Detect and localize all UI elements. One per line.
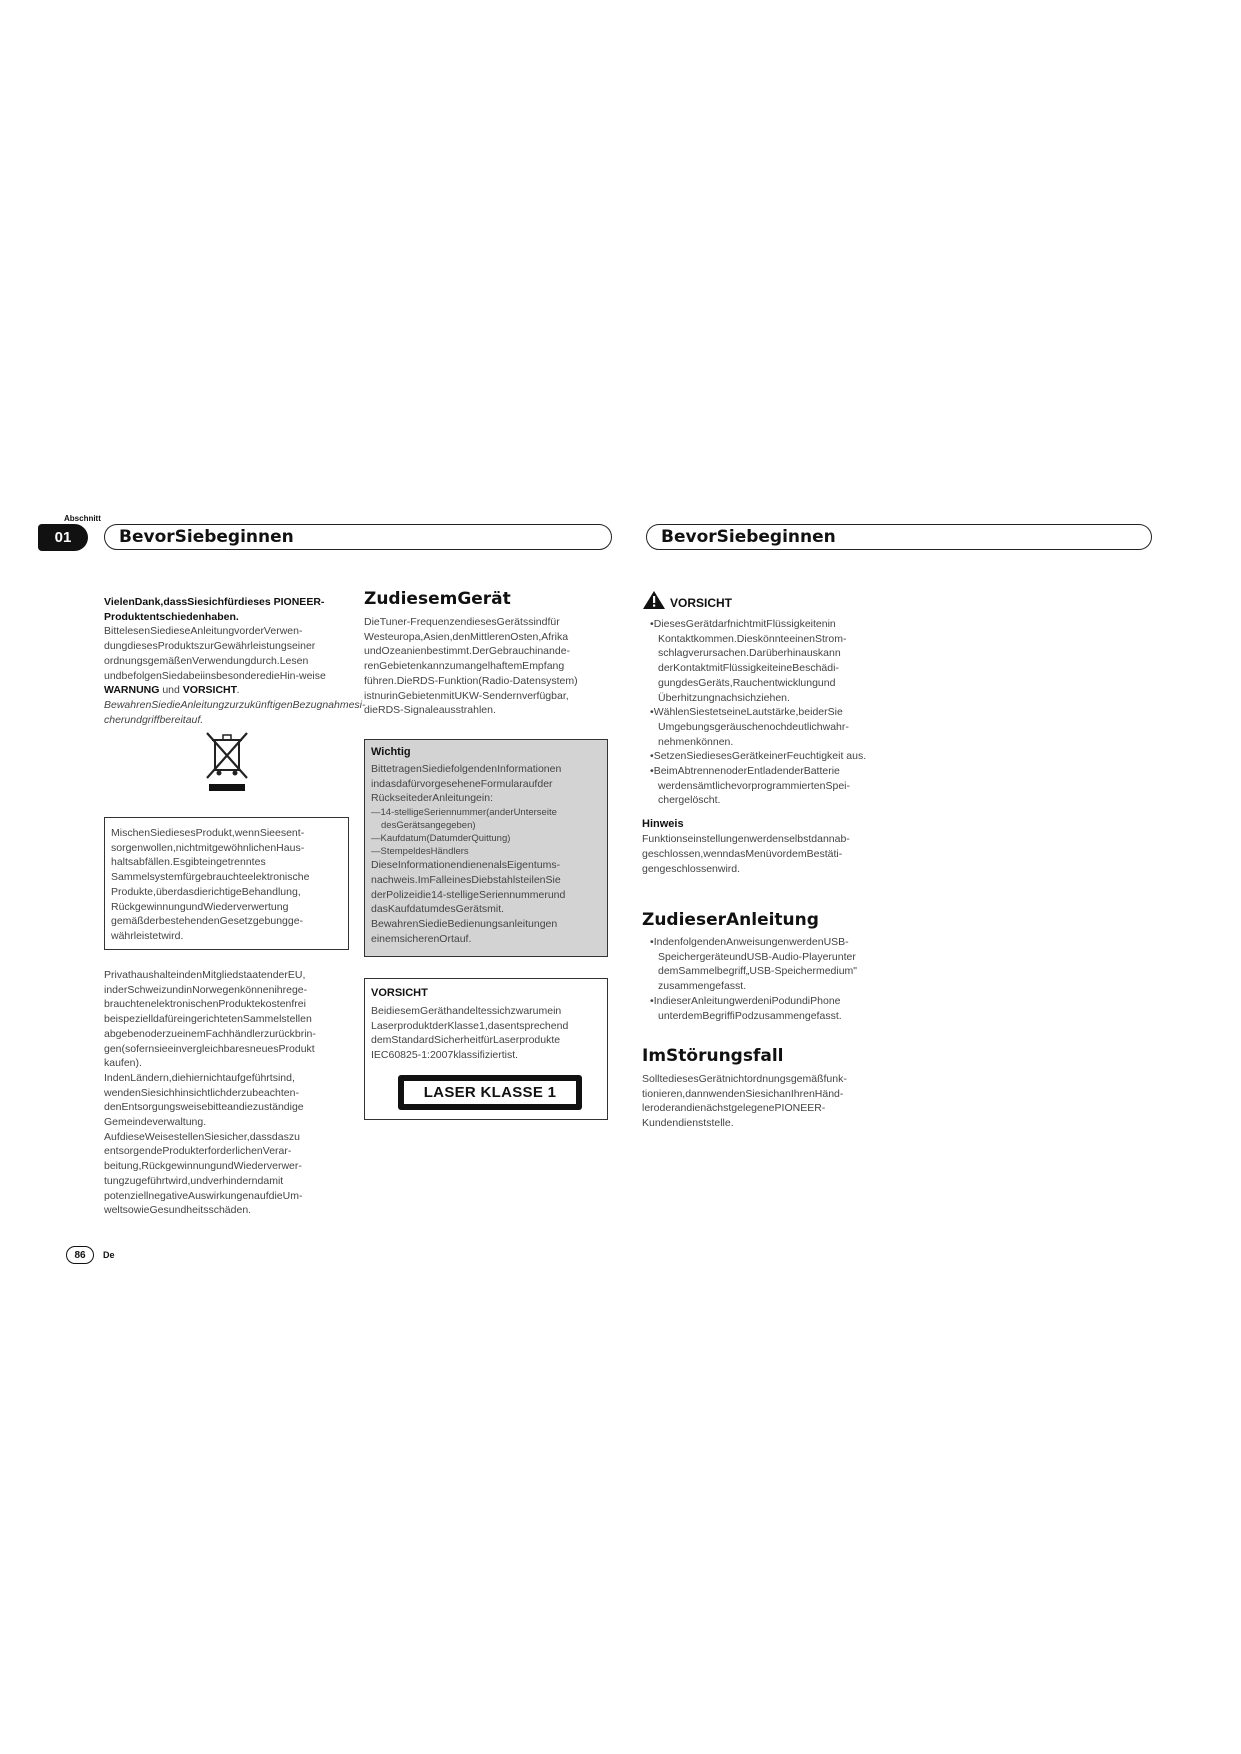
wichtig-item-1: —14-stelligeSeriennummer(anderUnterseite desGerätsangegeben) — [371, 807, 557, 832]
manual-section-title: ZudieserAnleitung — [642, 910, 819, 930]
caution-bullet-4-text: BeimAbtrennenoderEntladenderBatterie werdensämtlichevorprogrammiertenSpei-chergelöscht. — [653, 765, 850, 807]
wichtig-text: DieseInformationendienenalsEigentums-nachweis.ImFalleinesDiebstahlsteilenSie derPolizeidie14-stelligeSeriennummerund dasKaufdatumdesGerätsmit. BewahrenSiedieBedienungsanleitungen einemsicherenOrtauf. — [371, 859, 566, 945]
caution-bullet-2: •WählenSiestetseineLautstärke,beiderSie Umgebungsgeräuschenochdeutlichwahr-nehmenkönnen. — [650, 706, 849, 748]
vorsicht-laser-text: BeidiesemGeräthandeltessichzwarumein LaserproduktderKlasse1,dasentsprechend demStandardSicherheitfürLaserprodukte IEC60825-1:2007klassifiziertist. — [371, 1005, 569, 1062]
wichtig-intro: BittetragenSiediefolgendenInformationen indasdafürvorgeseheneFormularaufder RückseitederAnleitungein: — [371, 763, 562, 805]
vorsicht-label: VORSICHT — [182, 684, 238, 697]
device-section — [364, 589, 604, 718]
intro-text — [104, 624, 366, 727]
disposal-paragraph-2: IndenLändern,diehiernichtaufgeführtsind, wendenSiesichhinsichtlichderzubeachten-denEntsorgungsweisebitteandiezuständige Gemeindeverwaltung. — [104, 1071, 304, 1129]
hinweis-title: Hinweis — [642, 818, 684, 831]
vorsicht-laser-title: VORSICHT — [371, 987, 428, 999]
device-section-title: ZudiesemGerät — [364, 589, 511, 609]
wichtig-item-3: —StempeldesHändlers — [371, 846, 469, 858]
caution-bullet-1-text: DiesesGerätdarfnichtmitFlüssigkeitenin Kontaktkommen.DieskönnteeinenStrom-schlagverursachen.Darüberhinauskann derKontaktmitFlüssigkeiteineBeschädi-gungdesGeräts,Rauchentwicklungund Überhitzungnachsichziehen. — [653, 618, 847, 704]
troubleshooting-title: ImStörungsfall — [642, 1046, 784, 1066]
intro-block — [104, 595, 366, 727]
disposal-info — [104, 968, 344, 1218]
hinweis-text: Funktionseinstellungenwerdenselbstdannab-geschlossen,wenndasMenüvordemBestäti-gengeschlossenwird. — [642, 833, 850, 875]
device-section-text: DieTuner-FrequenzendiesesGerätssindfür Westeuropa,Asien,denMittlerenOsten,Afrika undOzeanienbestimmt.DerGebrauchinande-renGebietenkannzumangelhaftemEmpfang führen.DieRDS-Funktion(Radio-Datensystem) istnurinGebietenmitUKW-Sendernverfügbar, dieRDS-Signaleausstrahlen. — [364, 616, 578, 717]
disposal-note-box — [104, 817, 349, 950]
disposal-paragraph-3: AufdieseWeisestellenSiesicher,dassdaszu entsorgendeProdukterforderlichenVerar-beitung,RückgewinnungundWiederverwer-tungzugeführtwird,undverhinderndamit potenziellnegativeAuswirkungenaufdieUm-weltsowieGesundheitsschäden. — [104, 1130, 303, 1217]
intro-text-part: BittelesenSiedieseAnleitungvorderVerwen-dungdiesesProduktszurGewährleistungseiner ordnungsgemäßenVerwendungdurch.Lesen undbefolgenSiedabeiinsbesonderedieHin-weise — [104, 625, 326, 682]
caution-title: VORSICHT — [670, 595, 733, 610]
section-label: Abschnitt — [64, 514, 101, 523]
caution-section — [642, 590, 882, 876]
caution-bullet-2-text: WählenSiestetseineLautstärke,beiderSie Umgebungsgeräuschenochdeutlichwahr-nehmenkönnen. — [653, 706, 849, 748]
crossed-out-bin-icon — [203, 730, 251, 792]
language-code: De — [103, 1250, 115, 1260]
caution-bullet-3: •SetzenSiediesesGerätkeinerFeuchtigkeit aus. — [650, 750, 867, 763]
intro-heading: VielenDank,dassSiesichfürdieses PIONEER-Produktentschiedenhaben. — [104, 596, 325, 623]
manual-section — [642, 910, 882, 1023]
warnung-label: WARNUNG — [104, 684, 160, 697]
wichtig-item-2: —Kaufdatum(DatumderQuittung) — [371, 833, 511, 845]
page-title-right: BevorSiebeginnen — [646, 524, 1152, 550]
warning-triangle-icon — [642, 590, 666, 615]
page-title-left: BevorSiebeginnen — [104, 524, 612, 550]
wichtig-box — [364, 739, 608, 957]
wichtig-title: Wichtig — [371, 746, 411, 758]
intro-and: und — [159, 684, 183, 697]
laser-class-label — [398, 1075, 582, 1110]
caution-heading — [642, 590, 882, 615]
laser-class-text: LASER KLASSE 1 — [404, 1081, 576, 1104]
troubleshooting-text: SolltediesesGerätnichtordnungsgemäßfunk-tionieren,dannwendenSiesichanIhrenHänd-leroderandienächstgelegenePIONEER-Kundendienststelle. — [642, 1073, 847, 1130]
caution-bullet-4: •BeimAbtrennenoderEntladenderBatterie werdensämtlichevorprogrammiertenSpei-chergelöscht. — [650, 765, 850, 807]
disposal-paragraph-1: PrivathaushalteindenMitgliedstaatenderEU, inderSchweizundinNorwegenkönnenihrege-brauchtenelektronischenProduktekostenfrei beispezielldafüreingerichtetenSammelstellen abgebenoderzueinemFachhändlerzurückbrin-gen(sofernsieeinvergleichbaresneuesProdukt kaufen). — [104, 969, 316, 1070]
disposal-note-text: MischenSiediesesProdukt,wennSieesent-sorgenwollen,nichtmitgewöhnlichenHaus-haltsabfällen.Esgibteingetrenntes Sammelsystemfürgebrauchteelektronische Produkte,überdasdierichtigeBehandlung, RückgewinnungundWiederverwertung gemäßderbestehendenGesetzgebungge-währleistetwird. — [111, 827, 310, 942]
page-number: 86 — [66, 1246, 94, 1264]
manual-bullet-1: •IndenfolgendenAnweisungenwerdenUSB-SpeichergeräteundUSB-Audio-Playerunter demSammelbegriff„USB-Speichermedium" zusammengefasst. — [650, 936, 858, 993]
intro-italic: . BewahrenSiedieAnleitungzurzukünftigenBezugnahmesi-cherundgriffbereitauf. — [104, 684, 366, 726]
manual-bullet-2-text: IndieserAnleitungwerdeniPodundiPhone unterdemBegriffiPodzusammengefasst. — [653, 994, 842, 1022]
troubleshooting-section — [642, 1046, 882, 1131]
caution-bullet-1: •DiesesGerätdarfnichtmitFlüssigkeitenin Kontaktkommen.DieskönnteeinenStrom-schlagverursachen.Darüberhinauskann derKontaktmitFlüssigkeiteineBeschädi-gungdesGeräts,Rauchentwicklungund Überhitzungnachsichziehen. — [650, 618, 847, 704]
caution-bullet-3-text: SetzenSiediesesGerätkeinerFeuchtigkeit aus. — [653, 750, 867, 763]
manual-bullet-1-text: IndenfolgendenAnweisungenwerdenUSB-SpeichergeräteundUSB-Audio-Playerunter demSammelbegriff„USB-Speichermedium" zusammengefasst. — [653, 936, 858, 993]
manual-bullet-2: •IndieserAnleitungwerdeniPodundiPhone unterdemBegriffiPodzusammengefasst. — [650, 994, 842, 1022]
section-number-badge: 01 — [38, 524, 88, 551]
